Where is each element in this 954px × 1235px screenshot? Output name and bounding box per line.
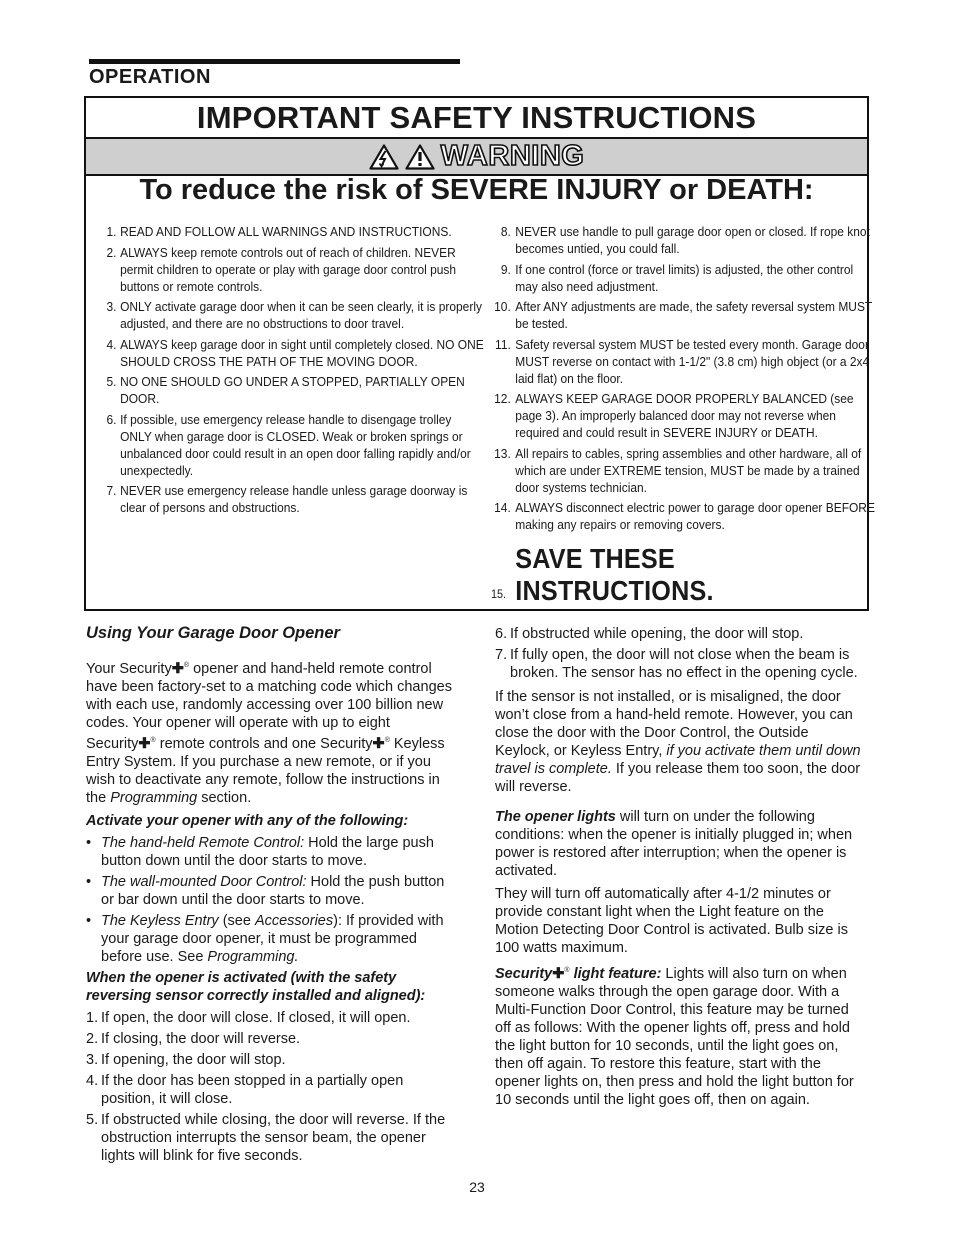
- right-column: [495, 625, 867, 1114]
- rules-right: [491, 223, 876, 607]
- warning-label: WARNING: [440, 140, 585, 172]
- list-item: 6. If obstructed while opening, the door will stop.: [495, 626, 804, 642]
- light-feature-paragraph: Security✚® light feature: Lights will also turn on when someone walks through the open garage door. With a Multi-Function Door Control, this feature may be turned off as follows: With the opener lights off, press and hold the light button for 10 seconds, until the light goes on, then off again. To restore this feature, start with the opener lights on, then press and hold the light button for 10 seconds until the light goes off, then on again.: [495, 965, 854, 1108]
- section-heading: Using Your Garage Door Opener: [86, 624, 340, 642]
- rule-item: 6. If possible, use emergency release handle to disengage trolley ONLY when garage door is CLOSED. Weak or broken springs or unbalanced door could result in an open door falling rapidly and/or unexpectedly.: [106, 411, 471, 478]
- security-plus-icon: ✚: [552, 965, 565, 982]
- auto-off-paragraph: They will turn off automatically after 4-1/2 minutes or provide constant light when the Light feature on the Motion Detecting Door Control is activated. Bulb size is 100 watts maximum.: [495, 886, 848, 956]
- rule-item: 11. Safety reversal system MUST be tested every month. Garage door MUST reverse on contact with 1-1/2" (3.8 cm) high object (or a 2x4 laid flat) on the floor.: [495, 336, 870, 386]
- rule-item: 7. NEVER use emergency release handle unless garage doorway is clear of persons and obstructions.: [106, 483, 468, 515]
- list-item: 5. If obstructed while closing, the door will reverse. If the obstruction interrupts the sensor beam, the opener lights will blink for five seconds.: [86, 1111, 446, 1164]
- rule-item: 14. ALWAYS disconnect electric power to garage door opener BEFORE making any repairs or removing covers.: [494, 500, 875, 532]
- security-plus-icon: ✚: [138, 735, 151, 752]
- sensor-paragraph: If the sensor is not installed, or is misaligned, the door won’t close from a hand-held remote. However, you can close the door with the Door Control, the Outside Keylock, or Keyless Entry, if you activate them until down travel is complete. If you release them too soon, the door will reverse.: [495, 689, 861, 795]
- activated-heading: When the opener is activated (with the safety reversing sensor correctly installed and aligned):: [86, 969, 426, 1004]
- save-instructions-text: SAVE THESE INSTRUCTIONS.: [515, 543, 714, 606]
- rule-item: 12. ALWAYS KEEP GARAGE DOOR PROPERLY BALANCED (see page 3). An improperly balanced door may not reverse when required and could result in SEVERE INJURY or DEATH.: [494, 391, 854, 440]
- list-item: 7. If fully open, the door will not close when the beam is broken. The sensor has no effect in the opening cycle.: [495, 647, 858, 681]
- top-rule: [89, 59, 460, 64]
- rules-left: [103, 223, 486, 520]
- rule-item: 2. ALWAYS keep remote controls out of reach of children. NEVER permit children to operate or play with garage door control push buttons or remote controls.: [106, 244, 457, 294]
- list-item: 4. If the door has been stopped in a partially open position, it will close.: [86, 1072, 404, 1107]
- warning-triangle-icon: [405, 144, 435, 170]
- electrical-hazard-icon: [369, 144, 399, 170]
- rule-item: 4. ALWAYS keep garage door in sight until completely closed. NO ONE SHOULD CROSS THE PATH OF THE MOVING DOOR.: [106, 336, 484, 369]
- rule-item: 13. All repairs to cables, spring assemblies and other hardware, all of which are under EXTREME tension, MUST be made by a trained door systems technician.: [494, 445, 862, 495]
- activate-heading: Activate your opener with any of the following:: [86, 812, 409, 829]
- warning-bar: [86, 137, 867, 176]
- safety-box: [84, 96, 875, 611]
- safety-subtitle: To reduce the risk of SEVERE INJURY or DEATH:: [139, 174, 814, 206]
- list-item: 2. If closing, the door will reverse.: [86, 1030, 301, 1047]
- security-plus-icon: ✚: [372, 735, 385, 752]
- section-title: OPERATION: [89, 66, 211, 88]
- bullet-item: • The wall-mounted Door Control: Hold the push button or bar down until the door starts to move.: [86, 873, 458, 909]
- security-plus-icon: ✚: [171, 660, 184, 677]
- rule-item: 10. After ANY adjustments are made, the safety reversal system MUST be tested.: [494, 299, 873, 331]
- lights-paragraph: The opener lights will turn on under the following conditions: when the opener is initially plugged in; when power is restored after interruption; when the opener is activated.: [495, 809, 853, 879]
- rule-item: 9. If one control (force or travel limits) is adjusted, the other control may also need adjustment.: [500, 261, 854, 294]
- page-number: 23: [469, 1179, 485, 1195]
- rule-item: 8. NEVER use handle to pull garage door open or closed. If rope knot becomes untied, you could fall.: [500, 224, 870, 256]
- save-instructions: 15. SAVE THESE INSTRUCTIONS.: [491, 543, 714, 606]
- intro-paragraph: Your Security✚® opener and hand-held remote control have been factory-set to a matching code which changes with each use, randomly accessing over 100 billion new codes. Your opener will operate with up to eight Security✚® remote controls and one Security✚® Keyless Entry System. If you purchase a new remote, or if you wish to deactivate any remote, follow the instructions in the Programming section.: [86, 660, 452, 806]
- left-column: [86, 624, 458, 1168]
- list-item: 3. If opening, the door will stop.: [86, 1051, 286, 1068]
- rule-item: 3. ONLY activate garage door when it can be seen clearly, it is properly adjusted, and there are no obstructions to door travel.: [106, 299, 482, 331]
- list-item: 1. If open, the door will close. If closed, it will open.: [86, 1009, 411, 1026]
- bullet-item: • The hand-held Remote Control: Hold the large push button down until the door starts to move.: [86, 834, 458, 870]
- rule-item: 1. READ AND FOLLOW ALL WARNINGS AND INSTRUCTIONS.: [106, 224, 452, 239]
- safety-title: IMPORTANT SAFETY INSTRUCTIONS: [196, 100, 757, 135]
- rule-item: 5. NO ONE SHOULD GO UNDER A STOPPED, PARTIALLY OPEN DOOR.: [106, 374, 465, 406]
- bullet-item: • The Keyless Entry (see Accessories): If provided with your garage door opener, it must be programmed before use. See Programming.: [86, 912, 458, 966]
